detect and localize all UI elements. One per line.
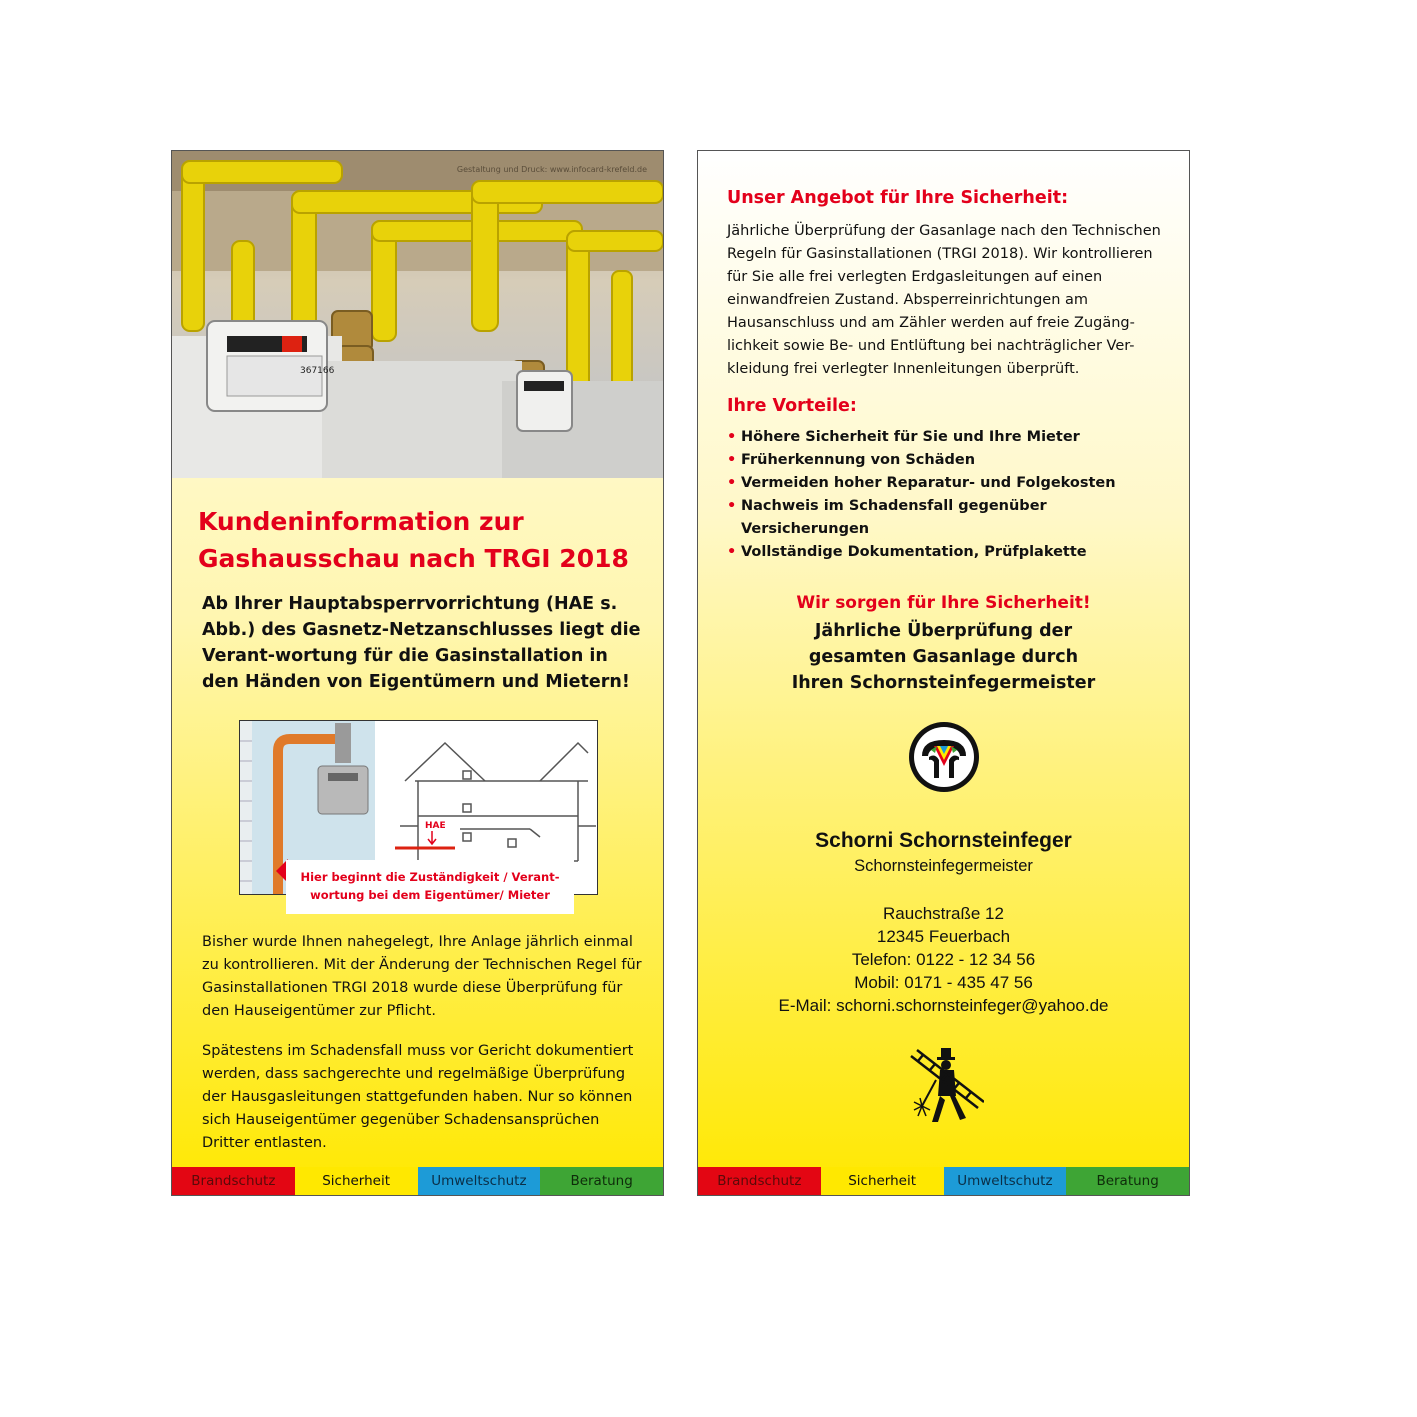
slogan-line-2: gesamten Gasanlage durch <box>808 647 1079 667</box>
list-item: • Höhere Sicherheit für Sie und Ihre Mieter <box>727 426 1167 449</box>
footer-sicherheit: Sicherheit <box>295 1167 418 1195</box>
chimney-sweep-figure-icon <box>908 1046 984 1128</box>
offer-heading: Unser Angebot für Ihre Sicherheit: <box>727 188 1069 208</box>
footer-beratung: Beratung <box>540 1167 663 1195</box>
offer-text: Jährliche Überprüfung der Gasanlage nach den Technischen Regeln für Gasinstallationen (TRGI 2018). Wir kontrollieren für Sie alle frei verlegten Erdgasleitungen auf einen einwandfreien Zustand. Absperreinrichtungen am Hausanschluss und am Zähler werden auf freie Zugäng-lichkeit sowie Be- und Entlüftung bei nachträglicher Ver-kleidung frei verlegter Innenleitungen überprüft. <box>727 223 1161 377</box>
phone: Telefon: 0122 - 12 34 56 <box>851 950 1036 969</box>
flyer-front-panel <box>171 150 664 1196</box>
company-role: Schornsteinfegermeister <box>854 857 1033 875</box>
page-title <box>198 503 648 577</box>
slogan-line-1: Jährliche Überprüfung der <box>814 621 1073 641</box>
title-line-2: Gashausschau nach TRGI 2018 <box>198 544 629 573</box>
slogan-line-3: Ihren Schornsteinfegermeister <box>791 673 1096 693</box>
list-item: • Früherkennung von Schäden <box>727 449 1167 472</box>
flyer-back-panel <box>697 150 1190 1196</box>
diagram-hae-label: HAE <box>425 821 446 831</box>
footer-bar <box>698 1167 1189 1195</box>
footer-brandschutz: Brandschutz <box>172 1167 295 1195</box>
address-street: Rauchstraße 12 <box>883 904 1004 923</box>
footer-sicherheit: Sicherheit <box>821 1167 944 1195</box>
footer-beratung: Beratung <box>1066 1167 1189 1195</box>
mobile: Mobil: 0171 - 435 47 56 <box>854 973 1033 992</box>
list-item: • Vollständige Dokumentation, Prüfplakette <box>727 541 1167 564</box>
address-city: 12345 Feuerbach <box>876 927 1011 946</box>
benefits-heading: Ihre Vorteile: <box>727 396 857 416</box>
slogan: Wir sorgen für Ihre Sicherheit! <box>796 593 1091 613</box>
list-item: • Vermeiden hoher Reparatur- und Folgekosten <box>727 472 1167 495</box>
callout-line-1: Hier beginnt die Zuständigkeit / Verant- <box>300 870 560 884</box>
svg-text:367166: 367166 <box>300 366 335 376</box>
title-line-1: Kundeninformation zur <box>198 507 524 536</box>
lead-text: Ab Ihrer Hauptabsperrvorrichtung (HAE s. Abb.) des Gasnetz-Netzanschlusses liegt die Verant-wortung für die Gasinstallation in den Händen von Eigentümern und Mietern! <box>202 594 641 692</box>
footer-bar <box>172 1167 663 1195</box>
photo-credit: Gestaltung und Druck: www.infocard-krefeld.de <box>456 165 647 174</box>
chimney-sweep-guild-emblem-icon <box>907 720 981 794</box>
company-name: Schorni Schornsteinfeger <box>815 829 1072 852</box>
footer-umweltschutz: Umweltschutz <box>418 1167 541 1195</box>
slogan-lines <box>698 618 1189 696</box>
list-item: • Nachweis im Schadensfall gegenüber Versicherungen <box>727 495 1167 541</box>
gas-meter-photo <box>172 151 663 478</box>
diagram-callout <box>286 860 574 914</box>
footer-umweltschutz: Umweltschutz <box>944 1167 1067 1195</box>
callout-line-2: wortung bei dem Eigentümer/ Mieter <box>310 888 550 902</box>
paragraph-1: Bisher wurde Ihnen nahegelegt, Ihre Anlage jährlich einmal zu kontrollieren. Mit der Änderung der Technischen Regel für Gasinstallationen TRGI 2018 wurde diese Überprüfung für den Hauseigentümer zur Pflicht. <box>202 934 642 1019</box>
footer-brandschutz: Brandschutz <box>698 1167 821 1195</box>
contact-block <box>698 902 1189 1017</box>
paragraph-2: Spätestens im Schadensfall muss vor Gericht dokumentiert werden, dass sachgerechte und regelmäßige Überprüfung der Hausgasleitungen stattgefunden haben. Nur so können sich Hauseigentümer gegenüber Schadensansprüchen Dritter entlasten. <box>202 1043 634 1151</box>
email: E-Mail: schorni.schornsteinfeger@yahoo.de <box>778 996 1109 1015</box>
benefits-list <box>727 426 1167 564</box>
